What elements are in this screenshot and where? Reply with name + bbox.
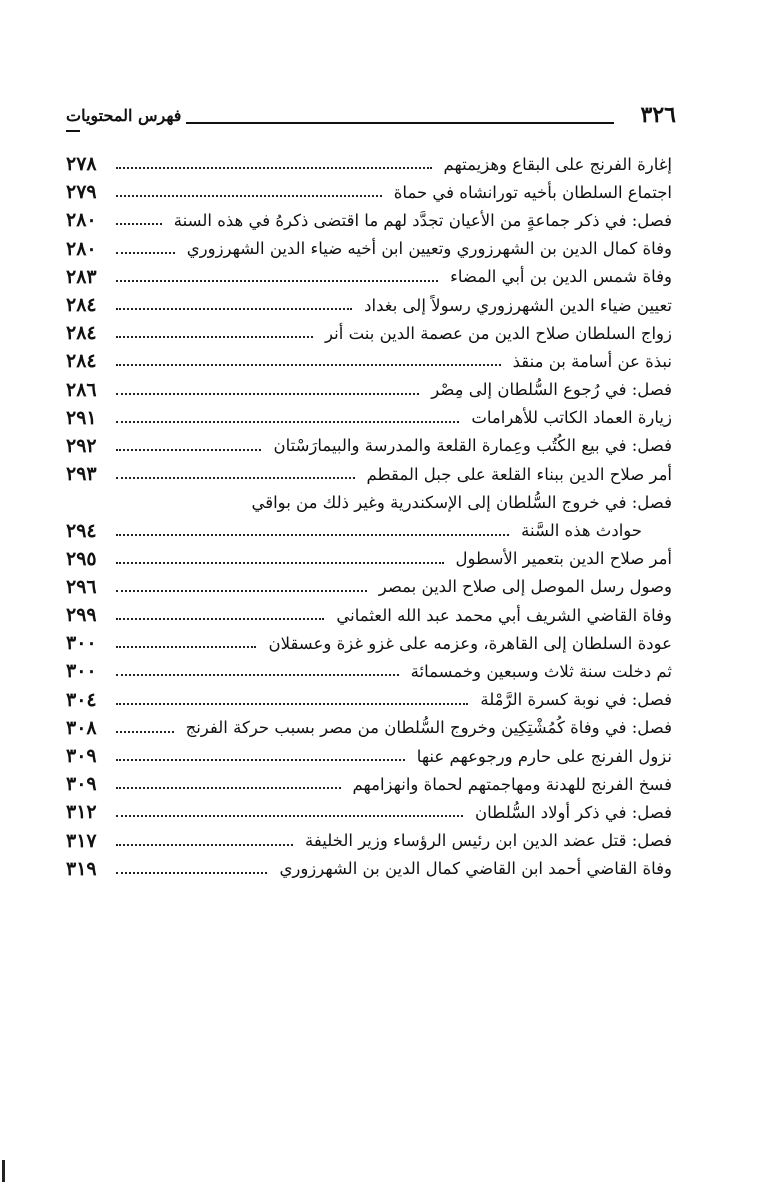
toc-entry-page: ٢٨٤ [66, 322, 97, 345]
toc-entry-title: زواج السلطان صلاح الدين من عصمة الدين بنت أنر [325, 323, 672, 343]
toc-entry-page: ٢٩٥ [66, 547, 97, 570]
dot-leader [116, 872, 267, 874]
toc-entry-page: ٣٠٩ [66, 745, 97, 768]
toc-entry[interactable] [66, 827, 672, 855]
dot-leader [116, 223, 162, 225]
toc-entry-title: فصل: في خروج السُّلطان إلى الإسكندرية وغير ذلك من بواقي [251, 492, 672, 512]
toc-entry[interactable] [66, 770, 672, 798]
dot-leader [116, 787, 341, 789]
toc-entry-title: فصل: في بيع الكُتُب وعِمارة القلعة والمدرسة والبيمارَسْتان [273, 436, 672, 456]
dot-leader [116, 449, 261, 451]
toc-entry[interactable] [66, 178, 672, 206]
dot-leader [116, 280, 438, 282]
toc-entry-title: وفاة شمس الدين بن أبي المضاء [450, 267, 672, 287]
toc-entry[interactable] [66, 291, 672, 319]
toc-entry-title: وفاة القاضي أحمد ابن القاضي كمال الدين بن الشهرزوري [279, 859, 672, 879]
dot-leader [116, 336, 313, 338]
toc-entry[interactable] [66, 573, 672, 601]
toc-entry-page: ٢٩١ [66, 406, 97, 429]
dot-leader [116, 252, 175, 254]
dot-leader [116, 364, 501, 366]
running-title: فهرس المحتويات [66, 106, 182, 125]
toc-entry-page: ٣٠٨ [66, 716, 97, 739]
dot-leader [116, 393, 419, 395]
toc-entry-title: فصل: في ذكر أولاد السُّلطان [475, 802, 672, 822]
toc-entry[interactable] [66, 347, 672, 375]
toc-entry-page: ٢٩٩ [66, 604, 97, 627]
toc-entry-page: ٢٨٠ [66, 209, 97, 232]
toc-entry[interactable] [66, 235, 672, 263]
dot-leader [116, 674, 399, 676]
toc-entry-title: زيارة العماد الكاتب للأهرامات [471, 408, 672, 428]
toc-entry-title: عودة السلطان إلى القاهرة، وعزمه على غزو غزة وعسقلان [268, 633, 672, 653]
dot-leader [116, 618, 324, 620]
dot-leader [116, 308, 352, 310]
toc-entry-title: وصول رسل الموصل إلى صلاح الدين بمصر [378, 577, 672, 597]
dot-leader [116, 703, 468, 705]
toc-entry-title: فصل: في رُجوع السُّلطان إلى مِصْر [431, 380, 672, 400]
toc-entry-page: ٢٩٤ [66, 519, 97, 542]
toc-entry[interactable] [66, 488, 672, 516]
dot-leader [116, 195, 382, 197]
toc-entry[interactable] [66, 206, 672, 234]
dot-leader [116, 759, 405, 761]
toc-entry[interactable] [66, 432, 672, 460]
toc-entry[interactable] [66, 657, 672, 685]
toc-entry-page: ٢٨٤ [66, 350, 97, 373]
toc-entry-title: اجتماع السلطان بأخيه تورانشاه في حماة [393, 182, 672, 202]
dot-leader [116, 534, 509, 536]
page-number: ٣٢٦ [640, 102, 676, 128]
dot-leader [116, 167, 432, 169]
toc-entry-title: إغارة الفرنج على البقاع وهزيمتهم [443, 154, 672, 174]
toc-entry-title: ثم دخلت سنة ثلاث وسبعين وخمسمائة [410, 661, 672, 681]
toc-entry[interactable] [66, 150, 672, 178]
toc-entry-title: نبذة عن أسامة بن منقذ [512, 351, 672, 371]
toc-entry-page: ٢٩٢ [66, 434, 97, 457]
toc-entry-title: تعيين ضياء الدين الشهرزوري رسولاً إلى بغداد [364, 295, 672, 315]
dot-leader [116, 646, 256, 648]
toc-entry[interactable] [66, 404, 672, 432]
toc-entry-title: فصل: في وفاة كُمُشْتِكِين وخروج السُّلطان من مصر بسبب حركة الفرنج [185, 718, 672, 738]
toc-entry[interactable] [66, 263, 672, 291]
toc-entry-page: ٢٩٦ [66, 575, 97, 598]
toc-entry[interactable] [66, 516, 672, 544]
dot-leader [116, 844, 293, 846]
toc-entry-page: ٢٨٦ [66, 378, 97, 401]
toc-entry-page: ٢٨٠ [66, 237, 97, 260]
toc-entry[interactable] [66, 798, 672, 826]
toc-entry-title: وفاة القاضي الشريف أبي محمد عبد الله العثماني [336, 605, 672, 625]
toc-entry-page: ٣٠٠ [66, 660, 97, 683]
toc-entry-title: أمر صلاح الدين بتعمير الأسطول [455, 549, 672, 569]
toc-entry[interactable] [66, 855, 672, 883]
toc-entry-page: ٣٠٩ [66, 773, 97, 796]
toc-entry[interactable] [66, 629, 672, 657]
toc-entry[interactable] [66, 460, 672, 488]
header-rule-accent [66, 130, 80, 132]
dot-leader [116, 421, 459, 423]
toc-entry-title: نزول الفرنج على حارم ورجوعهم عنها [416, 746, 672, 766]
toc-entry-page: ٢٩٣ [66, 463, 97, 486]
toc-entry-page: ٢٧٨ [66, 153, 97, 176]
toc-entry[interactable] [66, 545, 672, 573]
toc-entry-title: وفاة كمال الدين بن الشهرزوري وتعيين ابن أخيه ضياء الدين الشهرزوري [186, 239, 672, 259]
toc-entry[interactable] [66, 686, 672, 714]
toc-entry-page: ٢٨٣ [66, 265, 97, 288]
dot-leader [116, 477, 355, 479]
toc-entry-page: ٣٠٠ [66, 632, 97, 655]
toc-entry-title: فصل: قتل عضد الدين ابن رئيس الرؤساء وزير الخليفة [305, 831, 672, 851]
toc-entry-page: ٢٨٤ [66, 294, 97, 317]
toc-entry-title: أمر صلاح الدين ببناء القلعة على جبل المقطم [366, 464, 672, 484]
margin-mark [2, 1160, 5, 1182]
toc-entry-page: ٣٠٤ [66, 688, 97, 711]
toc-entry-title: حوادث هذه السَّنة [521, 521, 642, 541]
header-rule [186, 122, 614, 124]
toc-entry-page: ٣١٩ [66, 857, 97, 880]
toc-entry-page: ٣١٢ [66, 801, 97, 824]
page-header [66, 100, 676, 134]
toc-entry[interactable] [66, 319, 672, 347]
toc-entry-page: ٢٧٩ [66, 181, 97, 204]
dot-leader [116, 590, 367, 592]
table-of-contents [66, 150, 672, 883]
toc-entry[interactable] [66, 714, 672, 742]
toc-entry[interactable] [66, 742, 672, 770]
toc-entry[interactable] [66, 601, 672, 629]
dot-leader [116, 562, 444, 564]
toc-entry-title: فصل: في نوبة كسرة الرَّمْلة [480, 690, 672, 710]
dot-leader [116, 815, 463, 817]
toc-entry-page: ٣١٧ [66, 829, 97, 852]
toc-entry[interactable] [66, 376, 672, 404]
toc-entry-title: فسخ الفرنج للهدنة ومهاجمتهم لحماة وانهزامهم [352, 774, 672, 794]
dot-leader [116, 731, 174, 733]
toc-entry-title: فصل: في ذكر جماعةٍ من الأعيان تجدَّد لهم ما اقتضى ذكرهُ في هذه السنة [173, 210, 672, 230]
